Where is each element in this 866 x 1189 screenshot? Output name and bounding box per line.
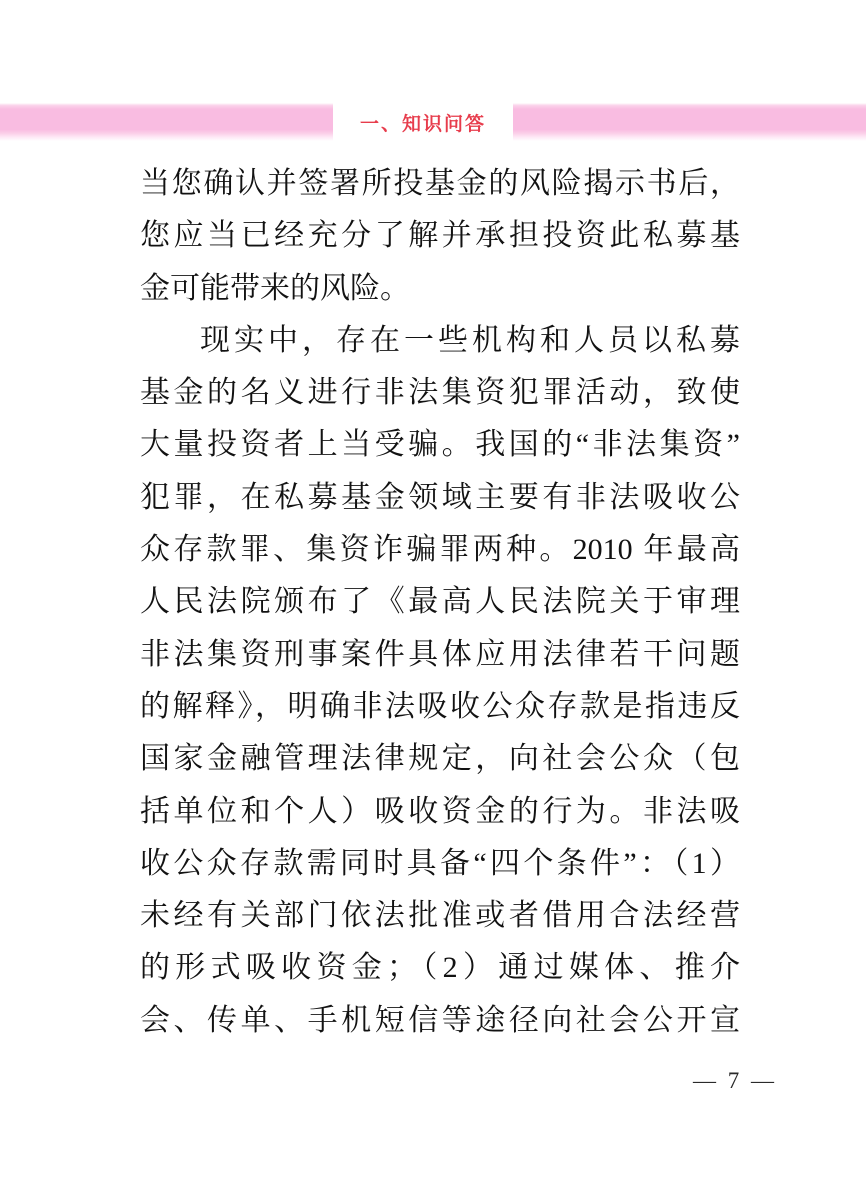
text-line: 大量投资者上当受骗。我国的“非法集资”	[140, 428, 740, 462]
text-line: 现实中，存在一些机构和人员以私募	[200, 323, 740, 357]
text-line: 未经有关部门依法批准或者借用合法经营	[140, 899, 740, 933]
text-line: 收公众存款需同时具备“四个条件”：（1）	[140, 846, 740, 880]
chapter-header	[333, 103, 513, 141]
text-line: 非法集资刑事案件具体应用法律若干问题	[140, 637, 740, 671]
chapter-title: 一、知识问答	[359, 113, 486, 135]
text-line: 基金的名义进行非法集资犯罪活动，致使	[140, 376, 740, 410]
text-line: 括单位和个人）吸收资金的行为。非法吸	[140, 794, 740, 828]
text-line: 金可能带来的风险。	[140, 271, 410, 305]
text-line: 国家金融管理法律规定，向社会公众（包	[140, 742, 740, 776]
text-line: 众存款罪、集资诈骗罪两种。2010 年最高	[140, 533, 740, 567]
body-text	[140, 158, 740, 1047]
text-line: 您应当已经充分了解并承担投资此私募基	[140, 219, 740, 253]
page-number: — 7 —	[693, 1068, 777, 1093]
text-line: 的形式吸收资金；（2）通过媒体、推介	[140, 951, 740, 985]
text-line: 的解释》，明确非法吸收公众存款是指违反	[140, 689, 740, 723]
text-line: 人民法院颁布了《最高人民法院关于审理	[140, 585, 740, 619]
text-line: 当您确认并签署所投基金的风险揭示书后，	[140, 167, 740, 200]
text-line: 犯罪，在私募基金领域主要有非法吸收公	[140, 480, 740, 514]
text-line: 会、传单、手机短信等途径向社会公开宣	[140, 1003, 740, 1037]
